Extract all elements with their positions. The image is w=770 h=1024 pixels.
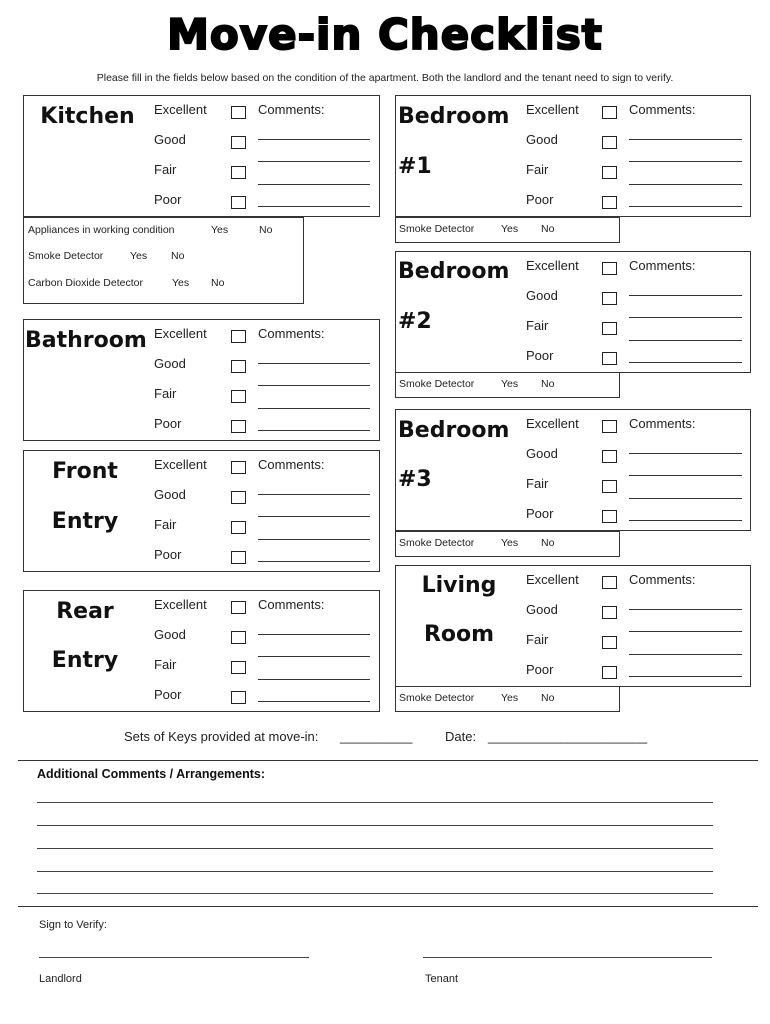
condition-checkbox[interactable] (602, 666, 617, 679)
sign-to-verify-label: Sign to Verify: (39, 919, 107, 931)
condition-checkbox[interactable] (602, 606, 617, 619)
kitchen-extra-label: Smoke Detector (28, 250, 104, 262)
condition-label: Fair (526, 476, 549, 491)
condition-checkbox[interactable] (602, 262, 617, 275)
condition-checkbox[interactable] (602, 196, 617, 209)
condition-label: Excellent (526, 258, 579, 273)
additional-comments-line[interactable] (37, 825, 713, 826)
additional-comments-line[interactable] (37, 802, 713, 803)
condition-label: Excellent (526, 572, 579, 587)
condition-checkbox[interactable] (231, 551, 246, 564)
kitchen-extra-label: Appliances in working condition (28, 224, 175, 236)
condition-label: Good (154, 627, 186, 642)
yes-option[interactable]: Yes (501, 537, 519, 549)
no-option[interactable]: No (541, 223, 555, 235)
comments-line[interactable] (258, 430, 370, 431)
additional-comments-line[interactable] (37, 893, 713, 894)
condition-label: Excellent (154, 457, 207, 472)
additional-comments-line[interactable] (37, 848, 713, 849)
comments-line[interactable] (258, 408, 370, 409)
page-title: Move-in Checklist (167, 10, 603, 59)
condition-label: Excellent (154, 597, 207, 612)
yes-option[interactable]: Yes (211, 224, 229, 236)
comments-line[interactable] (258, 161, 370, 162)
condition-label: Poor (154, 547, 182, 562)
condition-checkbox[interactable] (602, 322, 617, 335)
comments-label: Comments: (258, 102, 325, 117)
comments-line[interactable] (629, 609, 742, 610)
condition-checkbox[interactable] (602, 420, 617, 433)
smoke-detector-label: Smoke Detector (399, 537, 475, 549)
room-name: #1 (398, 154, 432, 179)
condition-checkbox[interactable] (231, 106, 246, 119)
comments-line[interactable] (629, 676, 742, 677)
comments-label: Comments: (258, 597, 325, 612)
room-name: Entry (51, 648, 119, 673)
condition-label: Good (526, 602, 558, 617)
tenant-label: Tenant (425, 973, 459, 985)
condition-checkbox[interactable] (231, 330, 246, 343)
condition-label: Poor (526, 506, 554, 521)
condition-checkbox[interactable] (602, 136, 617, 149)
room-name: Bedroom (398, 104, 510, 129)
condition-checkbox[interactable] (602, 166, 617, 179)
condition-label: Fair (526, 632, 549, 647)
divider (18, 906, 758, 907)
room-name: Bedroom (398, 418, 510, 443)
landlord-signature-line[interactable] (39, 957, 309, 958)
yes-option[interactable]: Yes (172, 277, 190, 289)
no-option[interactable]: No (211, 277, 225, 289)
comments-label: Comments: (258, 326, 325, 341)
comments-line[interactable] (258, 184, 370, 185)
yes-option[interactable]: Yes (501, 223, 519, 235)
comments-line[interactable] (629, 340, 742, 341)
condition-checkbox[interactable] (231, 661, 246, 674)
smoke-detector-label: Smoke Detector (399, 692, 475, 704)
no-option[interactable]: No (171, 250, 185, 262)
condition-checkbox[interactable] (602, 450, 617, 463)
condition-checkbox[interactable] (231, 491, 246, 504)
condition-label: Good (526, 132, 558, 147)
divider (18, 760, 758, 761)
landlord-label: Landlord (39, 973, 82, 985)
comments-label: Comments: (258, 457, 325, 472)
no-option[interactable]: No (541, 378, 555, 390)
condition-checkbox[interactable] (231, 461, 246, 474)
condition-checkbox[interactable] (602, 352, 617, 365)
condition-checkbox[interactable] (231, 601, 246, 614)
room-name: Front (52, 459, 118, 484)
condition-checkbox[interactable] (602, 576, 617, 589)
comments-line[interactable] (258, 679, 370, 680)
condition-checkbox[interactable] (231, 691, 246, 704)
condition-label: Fair (154, 386, 177, 401)
comments-line[interactable] (629, 139, 742, 140)
tenant-signature-line[interactable] (423, 957, 712, 958)
smoke-detector-label: Smoke Detector (399, 223, 475, 235)
keys-label: Sets of Keys provided at move-in: (124, 729, 319, 744)
comments-line[interactable] (629, 206, 742, 207)
comments-line[interactable] (258, 561, 370, 562)
condition-label: Good (154, 487, 186, 502)
condition-label: Poor (526, 192, 554, 207)
comments-label: Comments: (629, 572, 696, 587)
comments-line[interactable] (629, 295, 742, 296)
condition-label: Excellent (526, 416, 579, 431)
condition-checkbox[interactable] (231, 196, 246, 209)
condition-label: Fair (154, 517, 177, 532)
comments-label: Comments: (629, 258, 696, 273)
condition-label: Poor (154, 416, 182, 431)
comments-line[interactable] (258, 634, 370, 635)
date-field[interactable]: ______________________ (488, 729, 648, 744)
condition-label: Fair (526, 318, 549, 333)
comments-line[interactable] (258, 656, 370, 657)
comments-line[interactable] (258, 385, 370, 386)
instructions-text: Please fill in the fields below based on the condition of the apartment. Both the landlord and the tenant need to sign to verify. (96, 72, 674, 84)
room-name: Living (421, 573, 497, 598)
condition-label: Good (154, 132, 186, 147)
comments-line[interactable] (629, 520, 742, 521)
comments-line[interactable] (258, 516, 370, 517)
room-name: Entry (51, 509, 119, 534)
condition-label: Poor (154, 687, 182, 702)
comments-line[interactable] (258, 539, 370, 540)
comments-line[interactable] (629, 184, 742, 185)
condition-label: Good (526, 446, 558, 461)
condition-label: Excellent (154, 102, 207, 117)
condition-label: Poor (526, 348, 554, 363)
yes-option[interactable]: Yes (130, 250, 148, 262)
condition-label: Excellent (154, 326, 207, 341)
condition-label: Good (154, 356, 186, 371)
comments-line[interactable] (629, 654, 742, 655)
yes-option[interactable]: Yes (501, 378, 519, 390)
condition-checkbox[interactable] (231, 166, 246, 179)
comments-line[interactable] (629, 317, 742, 318)
condition-checkbox[interactable] (231, 360, 246, 373)
room-name: #3 (398, 467, 432, 492)
comments-line[interactable] (258, 701, 370, 702)
comments-line[interactable] (629, 453, 742, 454)
condition-checkbox[interactable] (231, 390, 246, 403)
room-name: Bathroom (25, 328, 147, 353)
comments-line[interactable] (629, 362, 742, 363)
condition-label: Good (526, 288, 558, 303)
comments-line[interactable] (258, 363, 370, 364)
no-option[interactable]: No (541, 692, 555, 704)
room-name: Room (423, 622, 495, 647)
additional-comments-line[interactable] (37, 871, 713, 872)
condition-label: Excellent (526, 102, 579, 117)
no-option[interactable]: No (541, 537, 555, 549)
condition-checkbox[interactable] (602, 292, 617, 305)
condition-checkbox[interactable] (231, 136, 246, 149)
comments-line[interactable] (629, 475, 742, 476)
condition-checkbox[interactable] (602, 480, 617, 493)
room-name: Kitchen (40, 104, 135, 129)
condition-label: Fair (526, 162, 549, 177)
condition-label: Fair (154, 657, 177, 672)
additional-comments-title: Additional Comments / Arrangements: (37, 767, 266, 781)
comments-label: Comments: (629, 416, 696, 431)
kitchen-extra-label: Carbon Dioxide Detector (28, 277, 143, 289)
condition-label: Poor (154, 192, 182, 207)
condition-checkbox[interactable] (602, 510, 617, 523)
comments-line[interactable] (258, 494, 370, 495)
yes-option[interactable]: Yes (501, 692, 519, 704)
room-name: #2 (398, 309, 432, 334)
comments-label: Comments: (629, 102, 696, 117)
keys-count-field[interactable]: __________ (340, 729, 413, 744)
condition-label: Poor (526, 662, 554, 677)
condition-checkbox[interactable] (231, 631, 246, 644)
condition-checkbox[interactable] (602, 636, 617, 649)
condition-checkbox[interactable] (231, 420, 246, 433)
comments-line[interactable] (629, 631, 742, 632)
comments-line[interactable] (629, 161, 742, 162)
room-name: Rear (56, 599, 114, 624)
no-option[interactable]: No (259, 224, 273, 236)
comments-line[interactable] (258, 206, 370, 207)
condition-label: Fair (154, 162, 177, 177)
condition-checkbox[interactable] (602, 106, 617, 119)
condition-checkbox[interactable] (231, 521, 246, 534)
comments-line[interactable] (629, 498, 742, 499)
comments-line[interactable] (258, 139, 370, 140)
date-label: Date: (445, 729, 477, 744)
smoke-detector-label: Smoke Detector (399, 378, 475, 390)
room-name: Bedroom (398, 259, 510, 284)
